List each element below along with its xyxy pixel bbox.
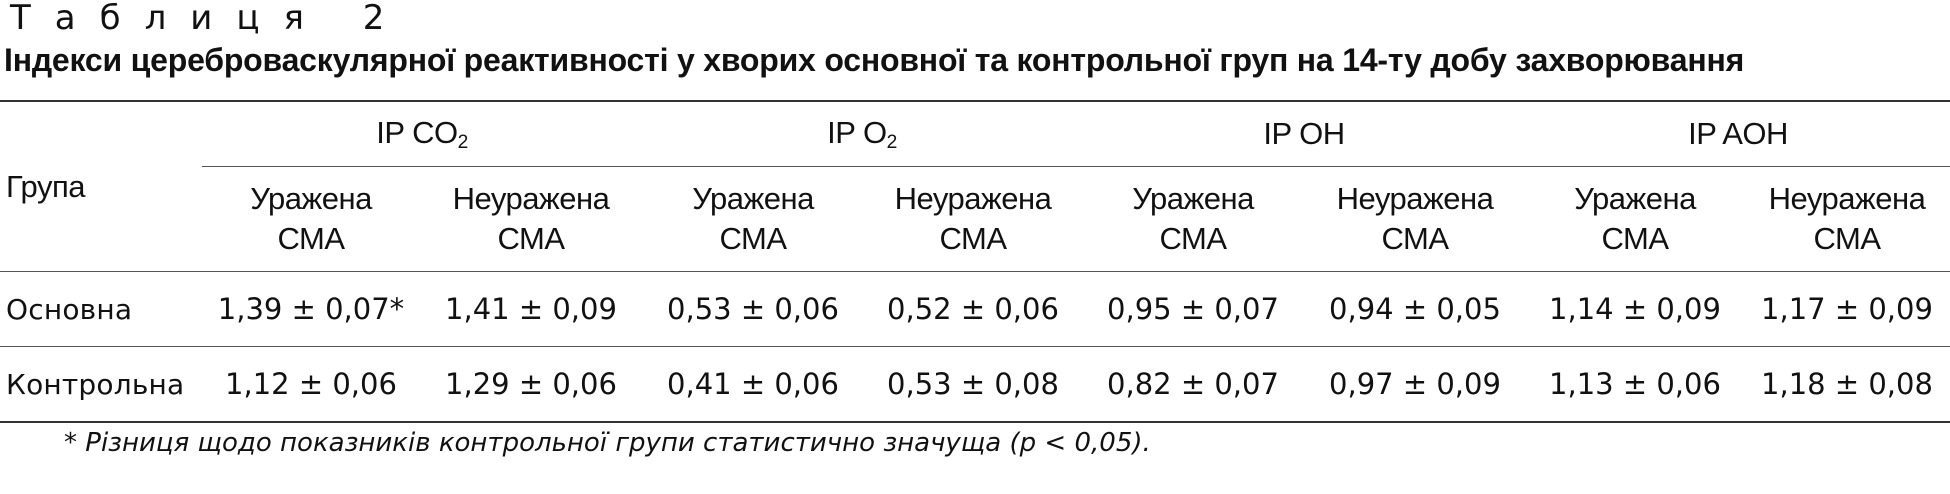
table-cell: 1,41 ± 0,09 <box>420 272 642 347</box>
table-cell: 0,41 ± 0,06 <box>642 347 864 423</box>
group-column-header: Група <box>6 168 85 204</box>
subheader-cell <box>642 167 864 272</box>
group-header-row <box>0 101 1950 167</box>
subheader-line1: Уражена <box>1574 181 1696 216</box>
group-header-ip-o2 <box>642 101 1082 167</box>
subheader-line1: Неуражена <box>1768 181 1926 216</box>
subheader-line2: СМА <box>1381 221 1449 256</box>
subheader-cell <box>1082 167 1304 272</box>
data-table <box>0 100 1950 423</box>
table-cell: 0,82 ± 0,07 <box>1082 347 1304 423</box>
group-header-subscript: 2 <box>886 131 897 153</box>
subheader-line2: СМА <box>719 221 787 256</box>
table-cell: 1,12 ± 0,06 <box>202 347 420 423</box>
table-cell: 1,14 ± 0,09 <box>1526 272 1744 347</box>
table-cell: 0,53 ± 0,08 <box>864 347 1082 423</box>
subheader-line2: СМА <box>497 221 565 256</box>
table-cell: 1,39 ± 0,07* <box>202 272 420 347</box>
group-header-label: IP OH <box>1263 116 1345 151</box>
subheader-row <box>0 167 1950 272</box>
subheader-line1: Неуражена <box>452 181 610 216</box>
table-cell: 1,18 ± 0,08 <box>1744 347 1950 423</box>
group-header-label: IP O <box>827 114 887 150</box>
group-header-label: IP AOH <box>1688 116 1788 151</box>
group-header-subscript: 2 <box>457 131 468 153</box>
group-header-label: IP CO <box>376 114 458 150</box>
subheader-line2: СМА <box>939 221 1007 256</box>
subheader-line1: Уражена <box>250 181 372 216</box>
subheader-cell <box>202 167 420 272</box>
table-title: Індекси цереброваскулярної реактивності у хворих основної та контрольної груп на 14-ту добу захворювання <box>4 42 1745 78</box>
table-cell: 0,95 ± 0,07 <box>1082 272 1304 347</box>
table-cell: 0,53 ± 0,06 <box>642 272 864 347</box>
table-row <box>0 347 1950 423</box>
subheader-line1: Неуражена <box>894 181 1052 216</box>
subheader-line2: СМА <box>1813 221 1881 256</box>
group-header-ip-aoh <box>1526 101 1950 167</box>
subheader-cell <box>1304 167 1526 272</box>
table-cell: 0,52 ± 0,06 <box>864 272 1082 347</box>
group-header-ip-oh <box>1082 101 1526 167</box>
subheader-cell <box>864 167 1082 272</box>
subheader-line2: СМА <box>1159 221 1227 256</box>
row-group-name: Контрольна <box>0 347 202 423</box>
table-cell: 1,29 ± 0,06 <box>420 347 642 423</box>
table-cell: 0,94 ± 0,05 <box>1304 272 1526 347</box>
subheader-line1: Уражена <box>692 181 814 216</box>
subheader-cell <box>1744 167 1950 272</box>
subheader-cell <box>420 167 642 272</box>
subheader-cell <box>1526 167 1744 272</box>
table-caption: Таблиця 2 <box>10 0 409 38</box>
table-footnote: * Різниця щодо показників контрольної групи статистично значуща (р < 0,05). <box>64 428 1151 458</box>
subheader-line1: Уражена <box>1132 181 1254 216</box>
subheader-line2: СМА <box>1601 221 1669 256</box>
subheader-line1: Неуражена <box>1336 181 1494 216</box>
table-row <box>0 272 1950 347</box>
subheader-line2: СМА <box>277 221 345 256</box>
table-cell: 1,17 ± 0,09 <box>1744 272 1950 347</box>
row-group-name: Основна <box>0 272 202 347</box>
table-cell: 1,13 ± 0,06 <box>1526 347 1744 423</box>
group-header-ip-co2 <box>202 101 642 167</box>
table-cell: 0,97 ± 0,09 <box>1304 347 1526 423</box>
